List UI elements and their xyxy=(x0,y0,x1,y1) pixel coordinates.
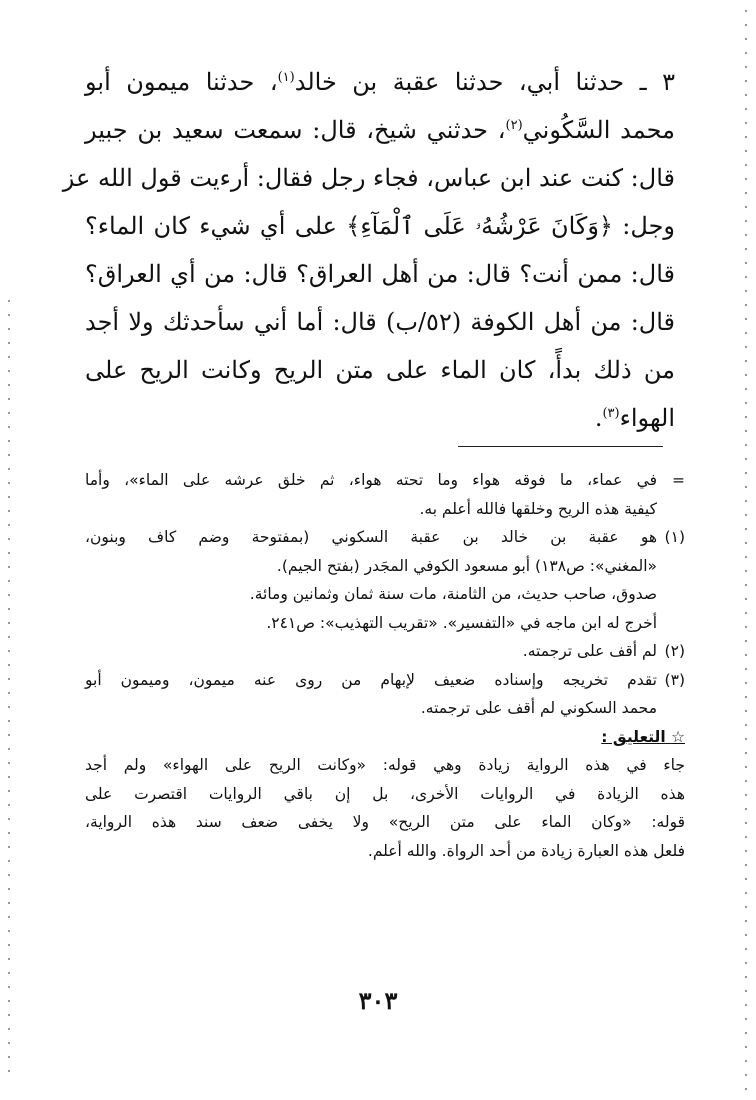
scan-edge-dots-right xyxy=(745,10,747,1090)
commentary-line: جاء في هذه الرواية زيادة وهي قوله: «وكانت الريح على الهواء» ولم أجد xyxy=(85,756,685,774)
main-hadith-text xyxy=(62,58,676,442)
footnote-mark: (٢) xyxy=(664,642,685,660)
page-number: ٣٠٣ xyxy=(358,986,398,1015)
footnote-mark: (٣) xyxy=(664,670,685,689)
footnote-line: كيفية هذه الريح وخلقها فالله أعلم به. xyxy=(419,499,657,518)
main-line: محمد السَّكُوني$^{(٢)}$، حدثني شيخ، قال: سمعت سعيد بن جبير xyxy=(85,116,675,144)
footnote-line: في عماء، ما فوقه هواء وما تحته هواء، ثم خلق عرشه على الماء»، وأما xyxy=(85,471,657,489)
footnote-mark: (١) xyxy=(664,528,685,546)
footnote-continued xyxy=(85,466,685,523)
footnote-line: تقدم تخريجه وإسناده ضعيف لإبهام من روى عنه ميمون، وميمون أبو xyxy=(85,670,657,689)
footnote-3 xyxy=(85,666,685,723)
main-line: قال: كنت عند ابن عباس، فجاء رجل فقال: أرءيت قول الله عز xyxy=(62,164,675,192)
commentary-block xyxy=(85,723,685,866)
star-icon: ☆ xyxy=(671,727,685,746)
main-line: قال: من أهل الكوفة (٥٢/ب) قال: أما أني سأحدثك ولا أجد xyxy=(85,308,676,336)
commentary-line: فلعل هذه العبارة زيادة من أحد الرواة. والله أعلم. xyxy=(367,841,685,860)
main-line: قال: ممن أنت؟ قال: من أهل العراق؟ قال: من أي العراق؟ xyxy=(85,260,675,288)
footnote-line: صدوق، صاحب حديث، من الثامنة، مات سنة ثمان وثمانين ومائة. xyxy=(249,585,657,603)
footnote-ref: (٢) xyxy=(505,118,523,133)
main-line: ٣ ـ حدثنا أبي، حدثنا عقبة بن خالد$^{(١)}$، حدثنا ميمون أبو xyxy=(85,68,675,96)
scan-edge-dots-left xyxy=(8,300,10,1080)
footnote-line: أخرج له ابن ماجه في «التفسير». «تقريب التهذيب»: ص٢٤١. xyxy=(266,613,657,632)
footnote-line: هو عقبة بن خالد بن عقبة السكوني (بمفتوحة وضم كاف وبنون، xyxy=(85,528,657,546)
main-line: وجل: ﴿وَكَانَ عَرْشُهُۥ عَلَى ٱلْمَآءِ﴾ على أي شيء كان الماء؟ xyxy=(85,212,675,240)
main-line: من ذلك بدأً، كان الماء على متن الريح وكانت الريح على xyxy=(85,356,675,384)
footnote-mark: = xyxy=(672,471,685,489)
footnote-ref: (٣) xyxy=(602,406,620,421)
footnote-ref: (١) xyxy=(277,70,295,85)
commentary-line: قوله: «وكان الماء على متن الريح» ولا يخفى ضعف سند هذه الرواية، xyxy=(85,813,685,831)
footnote-separator xyxy=(458,446,663,447)
footnotes-section xyxy=(85,466,685,865)
commentary-heading: ☆ التعليق : xyxy=(601,727,685,746)
footnote-line: «المغني»: ص١٣٨) أبو مسعود الكوفي المجَدر (بفتح الجيم). xyxy=(276,556,657,575)
commentary-line: هذه الزيادة في الروايات الأخرى، بل إن باقي الروايات اقتصرت على xyxy=(85,784,685,803)
footnote-2 xyxy=(85,637,685,666)
footnote-line: لم أقف على ترجمته. xyxy=(522,642,657,660)
footnote-1 xyxy=(85,523,685,637)
main-line: الهواء$^{(٣)}$. xyxy=(594,404,675,432)
footnote-line: محمد السكوني لم أقف على ترجمته. xyxy=(420,699,657,717)
